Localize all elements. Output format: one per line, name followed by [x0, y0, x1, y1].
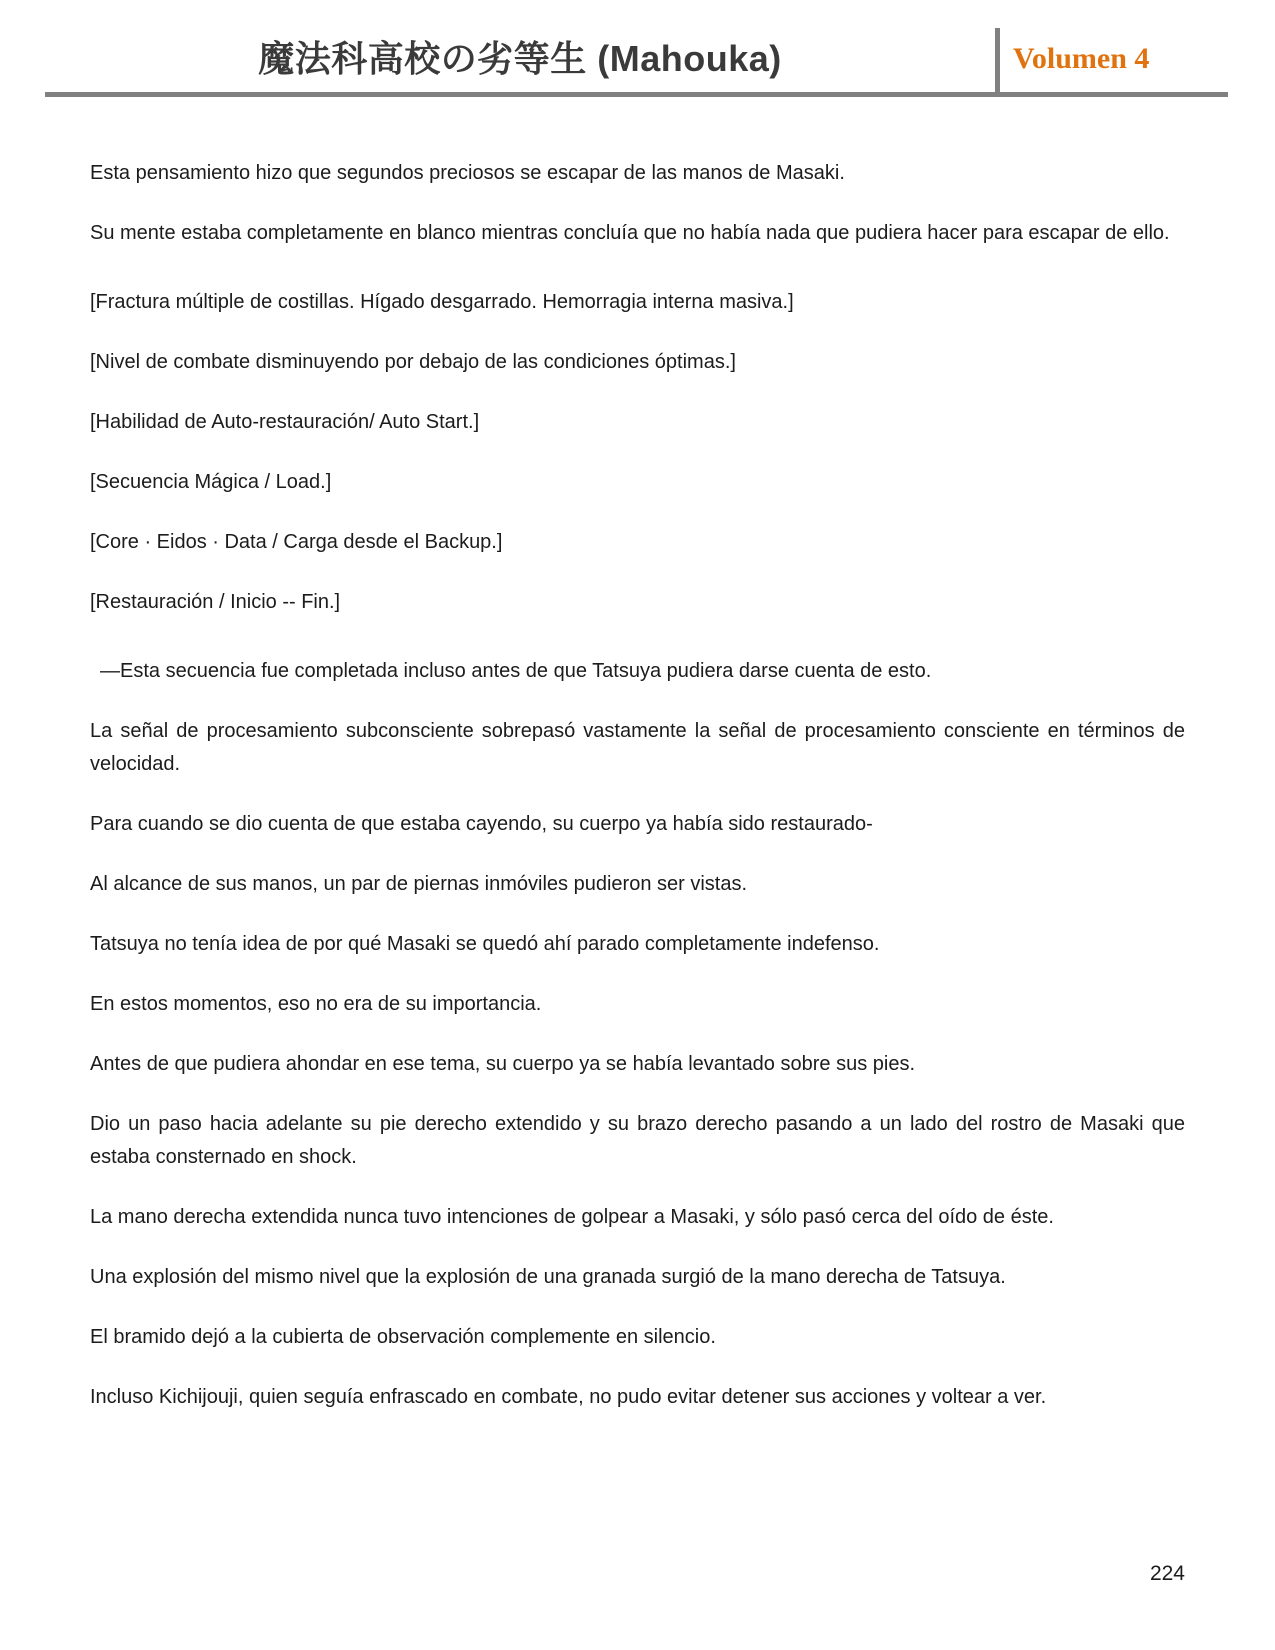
header-title-area	[45, 0, 995, 92]
paragraph: Tatsuya no tenía idea de por qué Masaki se quedó ahí parado completamente indefenso.	[90, 933, 880, 955]
page-header	[45, 0, 1228, 97]
paragraph-system-message: [Habilidad de Auto-restauración/ Auto Start.]	[90, 411, 480, 433]
paragraph: Su mente estaba completamente en blanco mientras concluía que no había nada que pudiera hacer para escapar de ello.	[90, 222, 1170, 244]
paragraph: La señal de procesamiento subconsciente sobrepasó vastamente la señal de procesamiento consciente en términos de velocidad.	[90, 720, 1185, 775]
paragraph: Antes de que pudiera ahondar en ese tema, su cuerpo ya se había levantado sobre sus pies.	[90, 1053, 915, 1075]
paragraph: La mano derecha extendida nunca tuvo intenciones de golpear a Masaki, y sólo pasó cerca del oído de éste.	[90, 1206, 1054, 1228]
page-number: 224	[1149, 1562, 1185, 1585]
paragraph-system-message: [Restauración / Inicio -- Fin.]	[90, 591, 341, 613]
paragraph: Al alcance de sus manos, un par de piernas inmóviles pudieron ser vistas.	[90, 873, 748, 895]
paragraph-system-message: [Nivel de combate disminuyendo por debajo de las condiciones óptimas.]	[90, 351, 736, 373]
paragraph: Incluso Kichijouji, quien seguía enfrascado en combate, no pudo evitar detener sus acciones y voltear a ver.	[90, 1386, 1047, 1408]
paragraph-system-message: [Fractura múltiple de costillas. Hígado desgarrado. Hemorragia interna masiva.]	[90, 291, 794, 313]
paragraph: En estos momentos, eso no era de su importancia.	[90, 993, 542, 1015]
volume-label: Volumen 4	[1013, 42, 1150, 75]
paragraph: —Esta secuencia fue completada incluso antes de que Tatsuya pudiera darse cuenta de esto.	[100, 660, 932, 682]
paragraph: Para cuando se dio cuenta de que estaba cayendo, su cuerpo ya había sido restaurado-	[90, 813, 873, 835]
body-text	[90, 157, 1185, 1441]
header-volume-area	[1000, 0, 1228, 92]
paragraph: Una explosión del mismo nivel que la explosión de una granada surgió de la mano derecha de Tatsuya.	[90, 1266, 1006, 1288]
paragraph: El bramido dejó a la cubierta de observación complemente en silencio.	[90, 1326, 716, 1348]
paragraph: Dio un paso hacia adelante su pie derecho extendido y su brazo derecho pasando a un lado del rostro de Masaki que estaba consternado en shock.	[90, 1113, 1185, 1168]
document-title: 魔法科高校の劣等生 (Mahouka)	[258, 38, 782, 79]
paragraph-system-message: [Core · Eidos · Data / Carga desde el Backup.]	[90, 531, 503, 553]
paragraph: Esta pensamiento hizo que segundos preciosos se escapar de las manos de Masaki.	[90, 162, 845, 184]
paragraph-system-message: [Secuencia Mágica / Load.]	[90, 471, 332, 493]
